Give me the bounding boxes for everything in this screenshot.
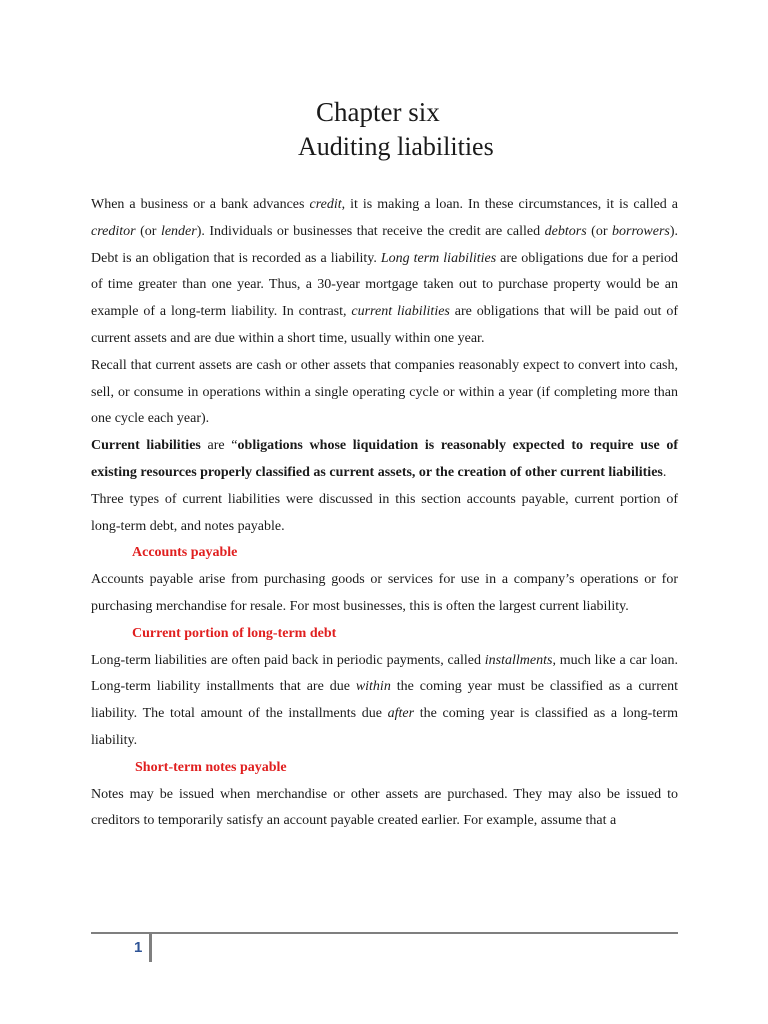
chapter-title: Chapter six	[316, 97, 440, 127]
text-run: are obligations that will be paid out of current assets and are due within a short time, usually within one year.	[91, 304, 678, 346]
page-number: 1	[134, 939, 143, 956]
text-run: are “	[200, 438, 238, 454]
paragraph-current-liabilities-definition	[91, 433, 678, 487]
text-run: , much like a car loan. Long-term liability installments that are due	[91, 652, 678, 695]
text-run: (or	[135, 223, 161, 239]
section-heading-accounts-payable: Accounts payable	[132, 545, 238, 561]
text-run: .	[662, 464, 667, 480]
text-run: (or	[586, 223, 613, 239]
italic-term-creditor: creditor	[91, 223, 136, 239]
paragraph-current-assets: Recall that current assets are cash or other assets that companies reasonably expect to convert into cash, sell, or consume in operations within a single operating cycle or within a year (if completing more than one cycle each year).	[91, 357, 678, 427]
italic-term-borrowers: borrowers	[612, 223, 670, 239]
text-run: When a business or a bank advances	[91, 197, 310, 212]
italic-term-debtors: debtors	[544, 223, 587, 239]
text-run: the coming year must be classified as a current liability. The total amount of the installments due	[91, 679, 678, 722]
text-run: ). Debt is an obligation that is recorded as a liability.	[91, 223, 679, 266]
footer-divider	[91, 932, 678, 934]
paragraph-current-portion	[91, 648, 678, 755]
italic-term-installments: installments	[484, 652, 553, 668]
paragraph-intro	[91, 192, 678, 353]
chapter-subtitle: Auditing liabilities	[298, 132, 494, 161]
section-heading-short-term-notes: Short-term notes payable	[135, 759, 287, 775]
paragraph-three-types: Three types of current liabilities were discussed in this section accounts payable, current portion of long-term debt, and notes payable.	[91, 491, 678, 534]
paragraph-short-term-notes: Notes may be issued when merchandise or other assets are purchased. They may also be issued to creditors to temporarily satisfy an account payable created earlier. For example, assume that a	[91, 786, 678, 829]
italic-term-within: within	[355, 679, 391, 695]
text-run: ). Individuals or businesses that receive the credit are called	[196, 223, 545, 239]
text-run: are obligations due for a period of time greater than one year. Thus, a 30-year mortgage taken out to purchase property would be an example of a long-term liability. In contrast,	[91, 250, 679, 320]
italic-term-lender: lender	[160, 223, 197, 239]
bold-term-current-liabilities: Current liabilities	[91, 438, 201, 454]
paragraph-accounts-payable: Accounts payable arise from purchasing goods or services for use in a company’s operations or for purchasing merchandise for resale. For most businesses, this is often the largest current liability.	[91, 572, 678, 614]
text-run: Long-term liabilities are often paid back in periodic payments, called	[91, 652, 485, 668]
text-run: the coming year is classified as a long-term liability.	[91, 706, 678, 748]
italic-term-current-liabilities: current liabilities	[351, 304, 450, 320]
italic-term-credit: credit	[309, 197, 342, 212]
bold-definition: obligations whose liquidation is reasonably expected to require use of existing resources properly classified as current assets, or the creation of other current liabilities	[91, 438, 678, 480]
text-run: , it is making a loan. In these circumstances, it is called a	[341, 197, 679, 212]
italic-term-long-term-liabilities: Long term liabilities	[380, 250, 497, 266]
italic-term-after: after	[387, 706, 415, 722]
page-number-separator	[149, 934, 152, 962]
section-heading-current-portion: Current portion of long-term debt	[132, 625, 337, 641]
document-body	[91, 192, 678, 835]
